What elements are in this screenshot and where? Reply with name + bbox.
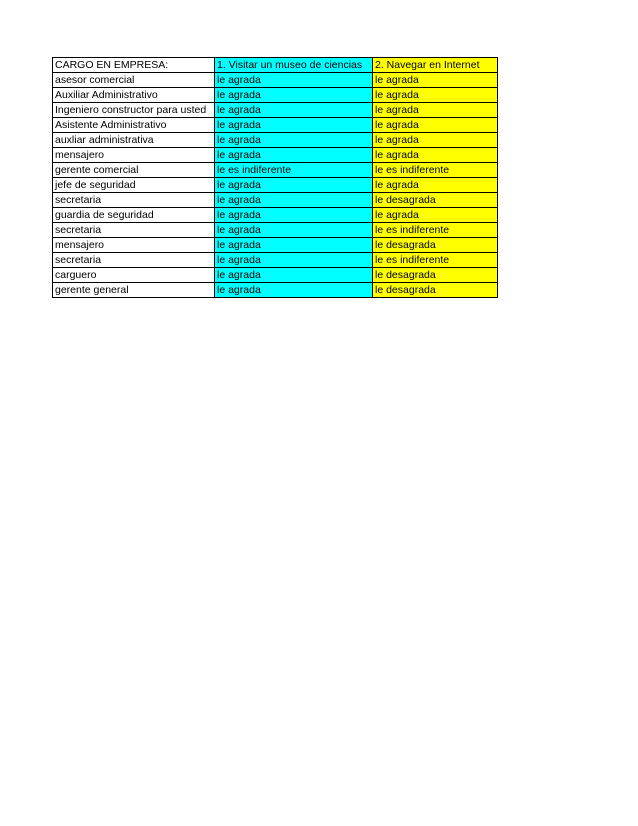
cargo-cell: jefe de seguridad bbox=[53, 178, 215, 193]
table-row bbox=[53, 103, 498, 118]
internet-cell: le es indiferente bbox=[373, 223, 498, 238]
museo-cell: le agrada bbox=[215, 268, 373, 283]
internet-cell: le agrada bbox=[373, 73, 498, 88]
cargo-cell: mensajero bbox=[53, 238, 215, 253]
internet-cell: le agrada bbox=[373, 208, 498, 223]
museo-cell: le es indiferente bbox=[215, 163, 373, 178]
cargo-cell: asesor comercial bbox=[53, 73, 215, 88]
table-row bbox=[53, 73, 498, 88]
cargo-cell: Ingeniero constructor para usted bbox=[53, 103, 215, 118]
museo-cell: le agrada bbox=[215, 73, 373, 88]
internet-cell: le desagrada bbox=[373, 268, 498, 283]
museo-cell: le agrada bbox=[215, 223, 373, 238]
museo-cell: le agrada bbox=[215, 148, 373, 163]
internet-cell: le desagrada bbox=[373, 283, 498, 298]
header-museo: 1. Visitar un museo de ciencias bbox=[215, 58, 373, 73]
museo-cell: le agrada bbox=[215, 88, 373, 103]
cargo-cell: secretaria bbox=[53, 193, 215, 208]
internet-cell: le desagrada bbox=[373, 193, 498, 208]
cargo-cell: carguero bbox=[53, 268, 215, 283]
header-cargo: CARGO EN EMPRESA: bbox=[53, 58, 215, 73]
table-row bbox=[53, 268, 498, 283]
table-row bbox=[53, 208, 498, 223]
internet-cell: le agrada bbox=[373, 88, 498, 103]
cargo-cell: gerente general bbox=[53, 283, 215, 298]
internet-cell: le agrada bbox=[373, 133, 498, 148]
cargo-cell: secretaria bbox=[53, 253, 215, 268]
table-row bbox=[53, 223, 498, 238]
internet-cell: le es indiferente bbox=[373, 163, 498, 178]
internet-cell: le agrada bbox=[373, 178, 498, 193]
table-row bbox=[53, 148, 498, 163]
table-row bbox=[53, 238, 498, 253]
table-row bbox=[53, 163, 498, 178]
header-row bbox=[53, 58, 498, 73]
table-row bbox=[53, 118, 498, 133]
museo-cell: le agrada bbox=[215, 193, 373, 208]
museo-cell: le agrada bbox=[215, 178, 373, 193]
museo-cell: le agrada bbox=[215, 208, 373, 223]
cargo-cell: guardia de seguridad bbox=[53, 208, 215, 223]
museo-cell: le agrada bbox=[215, 118, 373, 133]
internet-cell: le agrada bbox=[373, 148, 498, 163]
museo-cell: le agrada bbox=[215, 253, 373, 268]
cargo-cell: gerente comercial bbox=[53, 163, 215, 178]
table-row bbox=[53, 88, 498, 103]
cargo-cell: Asistente Administrativo bbox=[53, 118, 215, 133]
internet-cell: le es indiferente bbox=[373, 253, 498, 268]
museo-cell: le agrada bbox=[215, 283, 373, 298]
museo-cell: le agrada bbox=[215, 103, 373, 118]
cargo-cell: Auxiliar Administrativo bbox=[53, 88, 215, 103]
cargo-cell: mensajero bbox=[53, 148, 215, 163]
museo-cell: le agrada bbox=[215, 238, 373, 253]
table-row bbox=[53, 133, 498, 148]
internet-cell: le agrada bbox=[373, 103, 498, 118]
header-internet: 2. Navegar en Internet bbox=[373, 58, 498, 73]
table-row bbox=[53, 283, 498, 298]
internet-cell: le agrada bbox=[373, 118, 498, 133]
table-row bbox=[53, 178, 498, 193]
internet-cell: le desagrada bbox=[373, 238, 498, 253]
cargo-cell: secretaria bbox=[53, 223, 215, 238]
table-row bbox=[53, 193, 498, 208]
survey-table bbox=[52, 57, 498, 298]
museo-cell: le agrada bbox=[215, 133, 373, 148]
cargo-cell: auxliar administrativa bbox=[53, 133, 215, 148]
table-row bbox=[53, 253, 498, 268]
